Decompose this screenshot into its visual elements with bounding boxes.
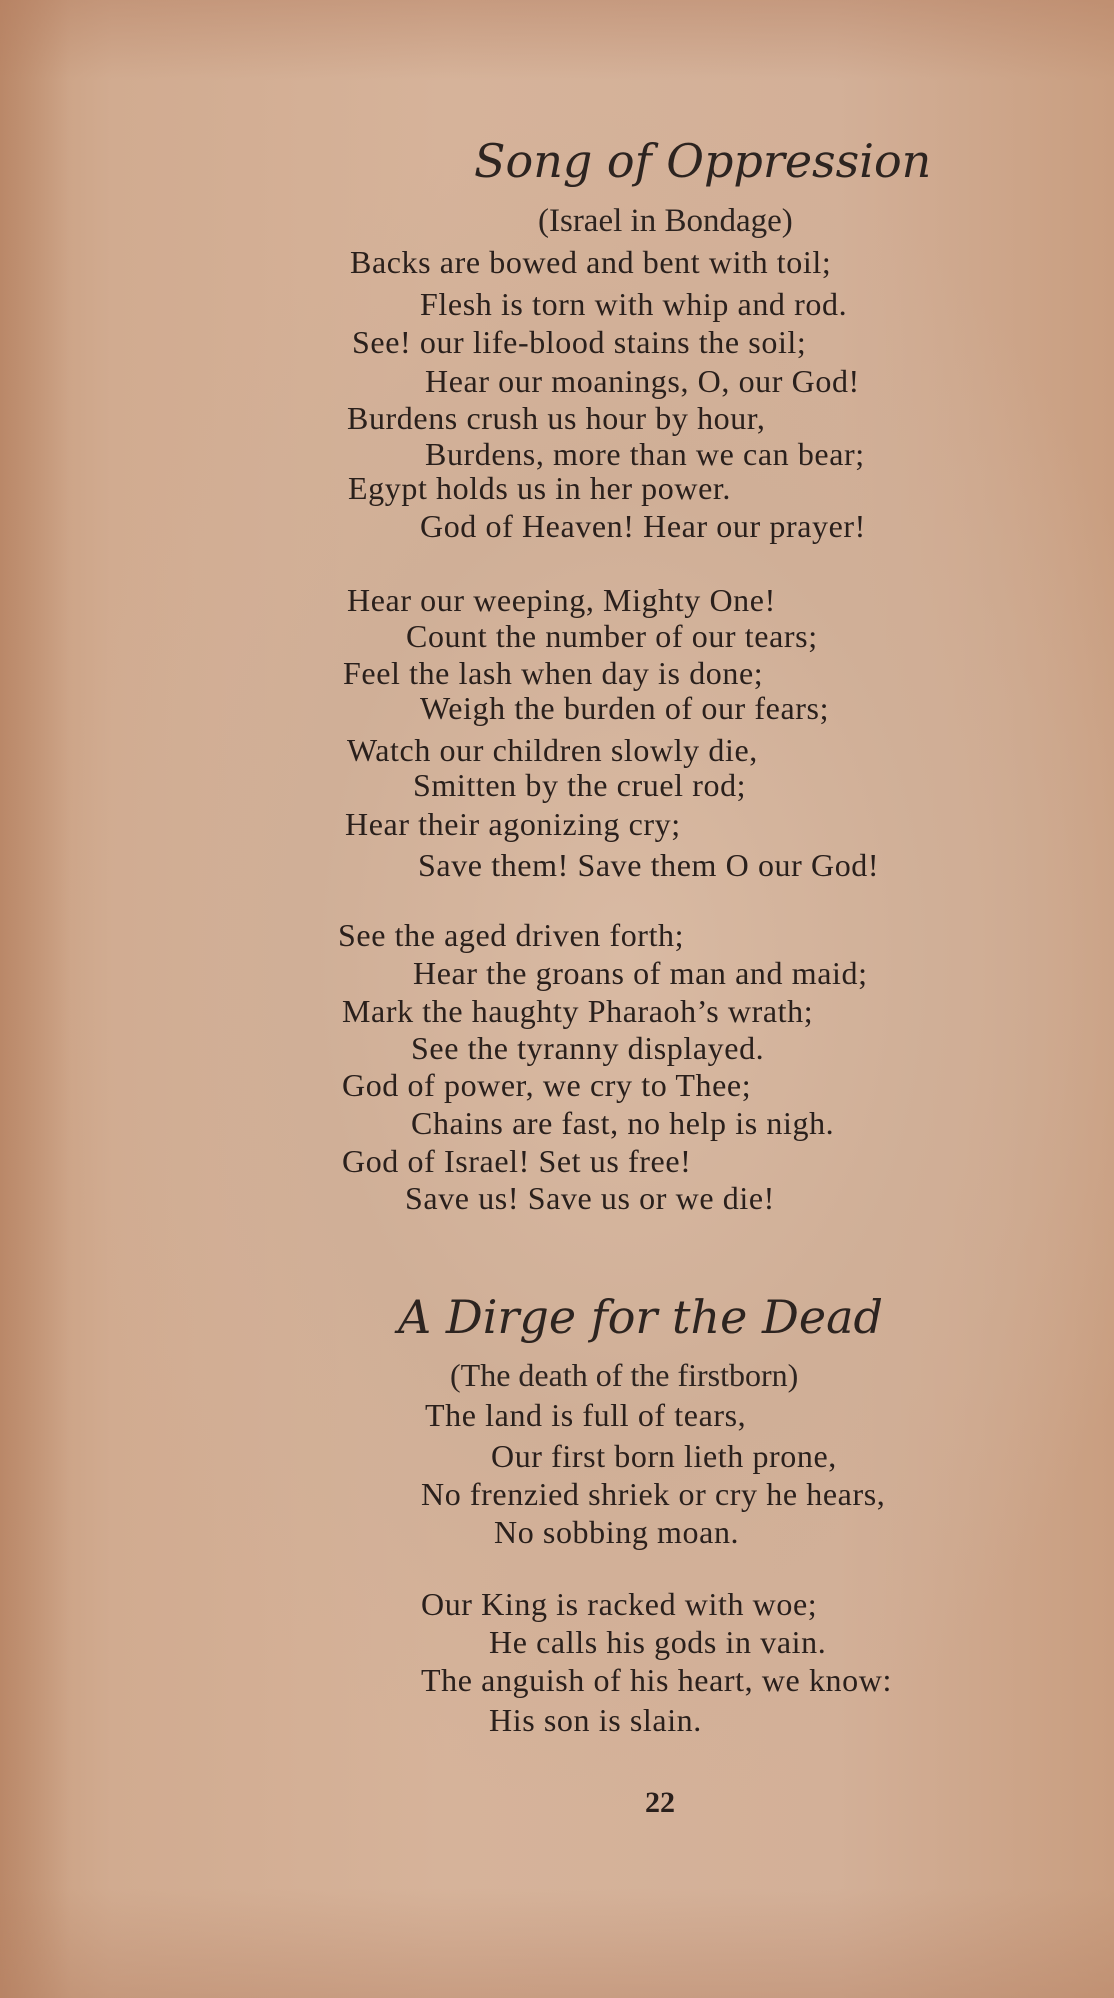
poem-line: See the tyranny displayed. <box>411 1030 765 1066</box>
poem-title: A Dirge for the Dead <box>398 1290 883 1344</box>
poem-line: Chains are fast, no help is nigh. <box>411 1105 835 1141</box>
page-edge-shading <box>0 0 70 1998</box>
poem-line: See the aged driven forth; <box>338 917 685 953</box>
poem-line: His son is slain. <box>489 1702 702 1738</box>
poem-line: Save us! Save us or we die! <box>405 1180 775 1216</box>
poem-line: He calls his gods in vain. <box>489 1624 827 1660</box>
poem-line: Flesh is torn with whip and rod. <box>420 286 848 322</box>
poem-line: Burdens, more than we can bear; <box>425 436 865 472</box>
poem-line: God of Heaven! Hear our prayer! <box>420 508 866 544</box>
poem-line: Smitten by the cruel rod; <box>413 767 747 803</box>
poem-line: The anguish of his heart, we know: <box>421 1662 892 1698</box>
page-number: 22 <box>645 1786 675 1819</box>
poem-line: God of power, we cry to Thee; <box>342 1067 752 1103</box>
poem-line: Hear our weeping, Mighty One! <box>347 582 776 618</box>
poem-line: Our King is racked with woe; <box>421 1586 818 1622</box>
poem-line: The land is full of tears, <box>425 1397 747 1433</box>
poem-subtitle: (Israel in Bondage) <box>538 203 793 239</box>
poem-line: Egypt holds us in her power. <box>348 470 731 506</box>
page-bottom-shading <box>0 1888 1114 1998</box>
poem-line: Watch our children slowly die, <box>347 732 758 768</box>
poem-line: Mark the haughty Pharaoh’s wrath; <box>342 993 814 1029</box>
poem-line: Our first born lieth prone, <box>491 1438 837 1474</box>
poem-line: Hear our moanings, O, our God! <box>425 363 860 399</box>
poem-line: Weigh the burden of our fears; <box>420 690 830 726</box>
poem-line: Count the number of our tears; <box>406 618 818 654</box>
poem-subtitle: (The death of the firstborn) <box>450 1357 799 1393</box>
poem-line: Hear their agonizing cry; <box>345 806 681 842</box>
poem-line: See! our life-blood stains the soil; <box>352 324 807 360</box>
poem-line: Backs are bowed and bent with toil; <box>350 244 832 280</box>
page-top-shading <box>0 0 1114 80</box>
poem-line: Hear the groans of man and maid; <box>413 955 868 991</box>
poem-line: No sobbing moan. <box>494 1514 740 1550</box>
poem-line: Save them! Save them O our God! <box>418 847 880 883</box>
poem-line: Burdens crush us hour by hour, <box>347 400 766 436</box>
poem-title: Song of Oppression <box>474 134 932 188</box>
poem-line: Feel the lash when day is done; <box>343 655 764 691</box>
poem-line: God of Israel! Set us free! <box>342 1143 692 1179</box>
poem-line: No frenzied shriek or cry he hears, <box>421 1476 886 1512</box>
